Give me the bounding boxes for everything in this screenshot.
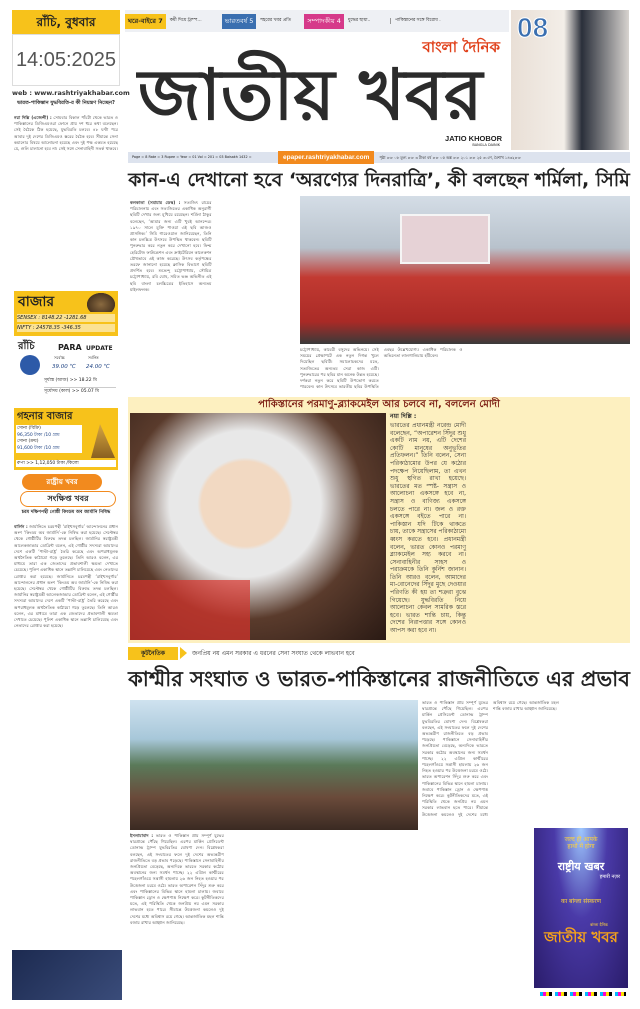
story3-text-cont: ভারত ও পাকিস্তান প্রায় সম্পূর্ণ যুদ্ধের দ্বারপ্রান্তে পৌঁছে গিয়েছিল। এরপর মার্কিন প্রেসিডেন্ট ডোনাল্ড ট্রাম্প যুদ্ধবিরতির ঘোষণা দেন। বিশ্লেষকরা বলছেন, এই সংঘাতের ফলে দুই দেশের অভ্যন্তরীণ রাজনীতিতে বড় প্রভাব পড়েছে। পাকিস্তানে সেনাবাহিনীর জনপ্রিয়তা বেড়েছে, অন্যদিকে ভারতে সরকার কঠোর অবস্থানের জন্য সমর্থন পাচ্ছে। ২২ এপ্রিল কাশ্মীরের পহেলগাঁওয়ে সন্ত্রাসী হামলায় ২৬ জন নিহত হওয়ার পর উত্তেজনা চরমে ওঠে। ভারত অপারেশন সিঁদুর শুরু করে এবং পাকিস্তানের বিভিন্ন স্থানে হামলা চালায়। জবাবে পাকিস্তান ড্রোন ও ক্ষেপণাস্ত্র নিক্ষেপ করে। কূটনীতিকদের মতে, এই পরিস্থিতি থেকে জনপ্রিয় নয় এমন সরকার লাভবান হতে পারে। সীমান্তে উত্তেজনা কমলেও দুই দেশের মধ্যে অবিশ্বাস রয়ে গেছে। আন্তর্জাতিক মহল শান্তি বজায় রাখার আহ্বান জানিয়েছে।	[130, 833, 224, 925]
brief-text-cont: জার্মানিতে চরমপন্থী ‘রাইখসবুর্গার’ আন্দোলনের প্রধান অংশ ‘কিংডম অব জার্মানি’-কে নিষিদ্ধ করা হয়েছে। সেপ্টেম্বর থেকে গোষ্ঠীটির বিরুদ্ধে তদন্ত চলছিল। জার্মানির স্বরাষ্ট্রমন্ত্রী আলেকজান্ডার ডোব্রিন্ট বলেন, এই গোষ্ঠীর সদস্যরা আমাদের দেশে একটি ‘পাল্টা-রাষ্ট্র’ তৈরি করেছে এবং অপরাধমূলক অর্থনৈতিক কাঠামো গড়ে তুলেছে। তিনি আরও বলেন, এর মাধ্যমে তারা এক জেতাদের প্রভাবশালী ক্ষমতা দেখাতে চেয়েছে। পুলিশ একাধিক স্থানে তল্লাশি চালিয়েছে এবং নেতাদের গ্রেপ্তার করা হয়েছে।	[14, 573, 118, 629]
lead-brief-title: ভারত-পাকিস্তান যুদ্ধবিরতি-র কী নিয়ন্ত্রণ নিচ্ছেন?	[17, 100, 115, 106]
market-box	[14, 291, 118, 336]
teaser-label[interactable]: সম্পাদকীয় 4	[304, 14, 344, 29]
cannes-photo	[300, 196, 630, 344]
gold-sell: 96,350 টাকা /10 গ্রাম	[17, 432, 60, 438]
masthead-roman: JATIO KHOBOR	[445, 134, 502, 143]
story2-body	[390, 422, 628, 640]
teaser-label[interactable]: ভারতবর্ষ 5	[222, 14, 257, 29]
modi-photo	[130, 413, 386, 640]
city-day-box	[12, 10, 120, 34]
dateline: বার্লিন :	[14, 524, 28, 529]
ad-line2: हाथों में होगा	[567, 843, 595, 851]
brief-title: সংক্ষিপ্ত খবর	[20, 491, 116, 507]
brief-body	[14, 524, 118, 944]
teaser-label[interactable]: ঘরে-বাইরে 7	[125, 14, 166, 29]
gold-buy: 91,600 টাকা /10 গ্রাম	[17, 445, 60, 451]
rally-photo	[130, 700, 418, 830]
chevron-right-icon	[180, 647, 187, 659]
story3-kicker: কূটনৈতিক	[128, 647, 178, 660]
sunrise: সূর্যোদয় (কাল) >> 05.07 মি	[44, 387, 116, 395]
teaser-strip	[125, 10, 509, 32]
issue-date: 14:05:2025	[15, 49, 117, 71]
story2-headline: পাকিস্তানের পরমাণু-ব্ল্যাকমেইল আর চলবে না, বললেন মোদী	[258, 399, 500, 410]
nifty: NIFTY : 24578.35 -346.35	[17, 324, 115, 332]
date-box	[12, 34, 120, 86]
story1-text: সত্যজিৎ রায়ের পরিচালনায় এবং সত্যজিতের একাধিক অনুরাগী ছবিটি দেখার জন্য মুখিয়ে রয়েছেন। শর্মিলা ঠাকুর বলেছেন, ‘আমার জন্য এটি খুবই আনন্দের। ১৯৭০ সালে মুক্তি পাওয়া এই ছবি আজও প্রাসঙ্গিক।’ সিমি গারেওয়াল জানিয়েছেন, তিনি কান চলচ্চিত্র উৎসবে উপস্থিত থাকবেন। ছবিটি পুনরুদ্ধার করে নতুন করে দেখানো হবে। ফিল্ম হেরিটেজ ফাউন্ডেশন এবং ক্রাইটেরিয়ন কালেকশন যৌথভাবে এই কাজ করেছে। উৎসব কর্তৃপক্ষের তরফে জানানো হয়েছে ক্লাসিক বিভাগে ছবিটি প্রদর্শিত হবে। শুভেন্দু চট্টোপাধ্যায়, সৌমিত্র চট্টোপাধ্যায়, রবি ঘোষ, সমিত ভঞ্জ অভিনীত এই ছবি বাংলা চলচ্চিত্রের ইতিহাসে অন্যতম মাইলফলক।	[130, 200, 212, 292]
story3-text: ভারত ও পাকিস্তান প্রায় সম্পূর্ণ যুদ্ধের দ্বারপ্রান্তে পৌঁছে গিয়েছিল। এরপর মার্কিন প্রেসিডেন্ট ডোনাল্ড ট্রাম্প যুদ্ধবিরতির ঘোষণা দেন। বিশ্লেষকরা বলছেন, এই সংঘাতের ফলে দুই দেশের অভ্যন্তরীণ রাজনীতিতে বড় প্রভাব পড়েছে। পাকিস্তানে সেনাবাহিনীর জনপ্রিয়তা বেড়েছে, অন্যদিকে ভারতে সরকার কঠোর অবস্থানের জন্য সমর্থন পাচ্ছে। ২২ এপ্রিল কাশ্মীরের পহেলগাঁওয়ে সন্ত্রাসী হামলায় ২৬ জন নিহত হওয়ার পর উত্তেজনা চরমে ওঠে। ভারত অপারেশন সিঁদুর শুরু করে এবং পাকিস্তানের বিভিন্ন স্থানে হামলা চালায়। জবাবে পাকিস্তান ড্রোন ও ক্ষেপণাস্ত্র নিক্ষেপ করে। কূটনীতিকদের মতে, এই পরিস্থিতি থেকে জনপ্রিয় নয় এমন সরকার লাভবান হতে পারে। সীমান্তে উত্তেজনা কমলেও দুই দেশের মধ্যে অবিশ্বাস রয়ে গেছে। আন্তর্জাতিক মহল শান্তি বজায় রাখার আহ্বান জানিয়েছে।	[422, 700, 559, 817]
sensex: SENSEX : 8148.22 -1281.68	[17, 314, 115, 322]
strip-right: পৃষ্ঠা >> ০৮ মূল্য >> ৩ টাকা বর্ষ >> ০৫ অঙ্ক >> ২০১ >> ২৫ ৩০শে, বৈশাখ ১৪৩২>>	[379, 155, 521, 160]
teaser-text[interactable]: শহরের খবর প্রতি	[260, 18, 291, 23]
story3-body-right	[422, 700, 630, 825]
sidebar-bottom-photo	[12, 950, 122, 1000]
ad-brand: राष्ट्रीय खबर	[557, 860, 605, 874]
advertisement[interactable]	[534, 828, 628, 988]
gold-box	[14, 408, 118, 470]
gold-title: গহনার বাজার	[17, 411, 73, 422]
dateline: কলকাতা (সমাচার ডেস্ক) :	[130, 200, 181, 205]
weather-box	[14, 340, 118, 405]
min-temp: 24.00 ℃	[86, 364, 110, 370]
masthead-tagline: বাংলা দৈনিক	[422, 38, 500, 56]
city-day: রাঁচি, বুধবার	[36, 15, 96, 29]
market-title: বাজার	[18, 294, 55, 310]
epaper-link[interactable]: epaper.rashtriyakhabar.com	[278, 151, 374, 164]
story2-dateline: নয়া দিল্লি :	[390, 413, 417, 420]
sunset: সূর্যাস্ত (আজ) >> 18.22 মি	[44, 378, 97, 383]
lead-brief-text: সোমবার বিকাল পাঁচটা থেকে ভারত ও পাকিস্তানের ডিজিএমওরা ফোনে প্রায় দশ ধরে কথা বলেছেন। সেই বৈঠকে ঠিক হয়েছে, যুদ্ধবিরতি চলবে। ৪৮ ঘণ্টা পরে আবার দুই দেশের ডিজিএমও স্তরের বৈঠক হবে। সীমান্তে সেনা কমানোর বিষয়ে আলোচনা হয়েছে এবং দুই পক্ষ একমত হয়েছে যে, গুলি চালানো হবে না। সেই সঙ্গে সেনাবাহিনী সতর্ক থাকবে।	[14, 115, 118, 152]
page-number-badge: 08	[517, 12, 549, 43]
info-strip	[128, 152, 630, 163]
teaser-text[interactable]: পাকিস্তানের সঙ্গে বিরোধ .	[390, 18, 441, 24]
story1-headline: কান-এ দেখানো হবে ‘অরণ্যের দিনরাত্রি’, কী বলছেন শর্মিলা, সিমি	[128, 169, 630, 191]
masthead-roman-sub: BANGLA DAINIK	[472, 143, 500, 147]
dateline: ইসলামাবাদ :	[130, 833, 154, 838]
gold-buy-label: সোনা (ক্রয়)	[17, 439, 39, 444]
teaser-text[interactable]: যুদ্ধের ছায়া..	[347, 18, 371, 23]
masthead-logo: জাতীয় খবর	[138, 54, 483, 136]
weather-update: UPDATE	[86, 345, 113, 352]
weather-title: PARA	[58, 343, 82, 352]
garland	[130, 580, 250, 640]
ad-edition: का बांग्ला संस्करण	[560, 897, 602, 905]
strip-left: Page = 8 Rate = 3 Rupee = Year = 01 Vol = 201 = 03 Baisakh 1432 =	[132, 155, 252, 159]
story3-headline: কাশ্মীর সংঘাত ও ভারত-পাকিস্তানের রাজনীতিতে এর প্রভাব	[128, 667, 630, 691]
min-label: সর্বনিম্ন	[88, 355, 99, 360]
masthead-photo	[511, 10, 629, 150]
story3-body	[130, 833, 520, 1003]
gold-sell-label: সোনা (বিক্রি)	[17, 426, 41, 431]
ad-sub: हमारी नज़र	[599, 873, 620, 880]
story3-subhead: জনপ্রিয় নয় এমন সরকার এ ধরনের সেনা সংঘাত থেকে লাভবান হবে	[192, 650, 355, 657]
teaser-text[interactable]: কর্মী দিয়ে ট্রাম্প...	[169, 18, 202, 23]
dateline: নয়া দিল্লি (এজেন্সী) :	[14, 115, 52, 120]
website-link[interactable]: web : www.rashtriyakhabar.com	[12, 89, 130, 97]
story2-text: ভারতের প্রধানমন্ত্রী নরেন্দ্র মোদী বলেছেন, “অপারেশন সিঁদুর শুধু একটি নাম নয়, এটি দেশের কোটি মানুষের অনুভূতির প্রতিফলন।” তিনি বলেন, সেনা পরিকাঠামোর উপর যে কঠোর পদক্ষেপ নিয়েছিলাম, তা এখন শুধু স্থগিত রাখা হয়েছে। ভারতের মত স্পষ্ট- সন্ত্রাস ও আলোচনা একসঙ্গে হবে না, সন্ত্রাস ও বাণিজ্য একসঙ্গে চলতে পারে না। জল ও রক্ত একসঙ্গে বইতে পারে না। পাকিস্তান যদি টিকে থাকতে চায়, তাকে সন্ত্রাসের পরিকাঠামো ধ্বংস করতে হবে। প্রধানমন্ত্রী বলেন, ভারত কোনও পরমাণু ব্ল্যাকমেইল সহ্য করবে না। সেনাবাহিনীর সাহস ও পরাক্রমকে তিনি কুর্নিশ জানান। তিনি আরও বলেন, আমাদের মা-বোনেদের সিঁদুর মুছে দেওয়ার পরিণতি কী হয় তা শত্রুরা বুঝে গিয়েছে। যুদ্ধবিরতি নিয়ে আলোচনা কেবল সামরিক স্তরে হবে। ভারত শান্তি চায়, কিন্তু দেশের নিরাপত্তার সঙ্গে কোনও আপস করা হবে না।	[390, 422, 466, 635]
brief-text: জার্মানিতে চরমপন্থী ‘রাইখসবুর্গার’ আন্দোলনের প্রধান অংশ ‘কিংডম অব জার্মানি’-কে নিষিদ্ধ করা হয়েছে। সেপ্টেম্বর থেকে গোষ্ঠীটির বিরুদ্ধে তদন্ত চলছিল। জার্মানির স্বরাষ্ট্রমন্ত্রী আলেকজান্ডার ডোব্রিন্ট বলেন, এই গোষ্ঠীর সদস্যরা আমাদের দেশে একটি ‘পাল্টা-রাষ্ট্র’ তৈরি করেছে এবং অপরাধমূলক অর্থনৈতিক কাঠামো গড়ে তুলেছে। তিনি আরও বলেন, এর মাধ্যমে তারা এক জেতাদের প্রভাবশালী ক্ষমতা দেখাতে চেয়েছে। পুলিশ একাধিক স্থানে তল্লাশি চালিয়েছে এবং নেতাদের গ্রেপ্তার করা হয়েছে।	[14, 524, 118, 579]
weather-umbrella-icon	[20, 355, 40, 375]
ad-line1: जल्द ही आपके	[564, 836, 598, 843]
brief-headline: চরম দক্ষিণপন্থী গোষ্ঠী কিংডম অব জার্মানি নিষিদ্ধ	[21, 510, 111, 515]
max-temp: 39.00 ℃	[52, 364, 76, 370]
gold-bars-icon	[85, 424, 115, 458]
registration-marks	[540, 992, 626, 996]
bull-icon	[87, 293, 115, 312]
story1-body	[130, 200, 298, 395]
story1-text-cont: চট্টোপাধ্যায়, কাবেরী বসুদের অভিনয়ে। সেই সময়ের প্রেক্ষাপটে এক নতুন দিগন্ত খুলে দিয়েছিল ছবিটি। সমালোচকদের মতে, সত্যজিতের অন্যতম সেরা কাজ এটি। পুনরুদ্ধারের পর ছবির মান অনেক উন্নত হয়েছে। দর্শকরা নতুন করে ছবিটি উপভোগ করতে পারবেন। কান উৎসবে ভারতীয় ছবির উপস্থিতি এবছর উল্লেখযোগ্য। একাধিক পরিচালক ও অভিনেতা লালগালিচায় হাঁটবেন।	[300, 347, 463, 390]
ad-small: बांग्ला दैनिक	[590, 921, 608, 927]
silver: রুপা >> 1,12,050 টাকা /কিলো	[16, 460, 116, 467]
masthead	[128, 38, 508, 150]
story1-body-cont	[300, 347, 630, 395]
cannes-screen	[400, 214, 490, 264]
max-label: সর্বোচ্চ	[54, 355, 65, 360]
brief-tag: রাষ্ট্রীয় খবর	[22, 474, 102, 490]
weather-city: রাঁচি	[18, 341, 35, 352]
lead-brief-body	[14, 115, 118, 283]
ad-logo: জাতীয় খবর	[544, 927, 618, 946]
